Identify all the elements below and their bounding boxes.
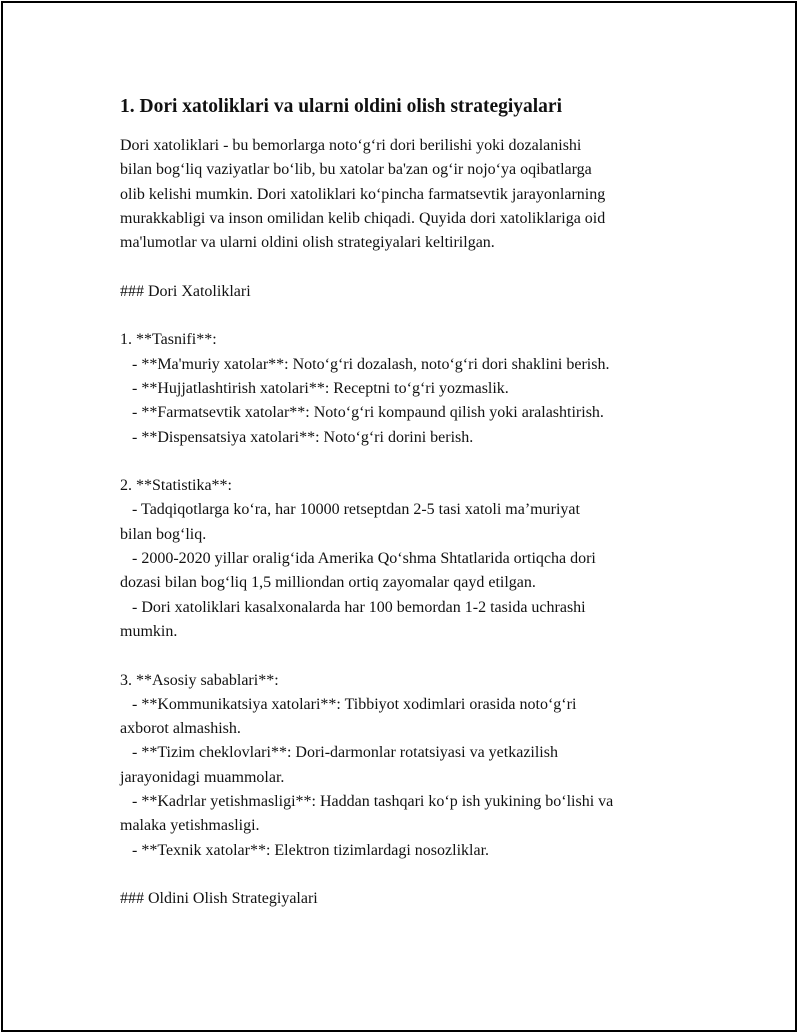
document-line: 1. **Tasnifi**: [120,331,217,349]
document-line: axborot almashish. [120,720,241,738]
document-line: mumkin. [120,622,178,640]
document-line: murakkabligi va inson omilidan kelib chiqadi. Quyida dori xatoliklariga oid [120,209,606,227]
document-line [120,450,720,474]
document-line: ### Dori Xatoliklari [120,282,251,300]
document-line: - Dori xatoliklari kasalxonalarda har 100 bemordan 1-2 tasida uchrashi [120,598,586,616]
document-line: jarayonidagi muammolar. [120,768,285,786]
document-line [120,304,720,328]
document-line [120,644,720,668]
document-title: 1. Dori xatoliklari va ularni oldini olish strategiyalari [120,96,563,117]
document-body [120,134,720,912]
document-line: - **Kommunikatsiya xatolari**: Tibbiyot xodimlari orasida noto‘g‘ri [120,695,577,713]
document-line: - **Kadrlar yetishmasligi**: Haddan tashqari ko‘p ish yukining bo‘lishi va [120,793,614,811]
page-content [120,94,720,912]
document-line: ### Oldini Olish Strategiyalari [120,890,318,908]
document-line: bilan bog‘liq vaziyatlar bo‘lib, bu xatolar ba'zan og‘ir nojo‘ya oqibatlarga [120,161,592,179]
document-line: - **Dispensatsiya xatolari**: Noto‘g‘ri dorini berish. [120,428,474,446]
document-line: - **Tizim cheklovlari**: Dori-darmonlar rotatsiyasi va yetkazilish [120,744,558,762]
document-line: - Tadqiqotlarga ko‘ra, har 10000 retseptdan 2-5 tasi xatoli ma’muriyat [120,501,580,519]
document-line: 2. **Statistika**: [120,477,232,495]
document-line: - **Texnik xatolar**: Elektron tizimlardagi nosozliklar. [120,841,490,859]
document-line [120,863,720,887]
document-line: bilan bog‘liq. [120,525,207,543]
document-line: dozasi bilan bog‘liq 1,5 milliondan ortiq zayomalar qayd etilgan. [120,574,536,592]
document-line: - **Ma'muriy xatolar**: Noto‘g‘ri dozalash, noto‘g‘ri dori shaklini berish. [120,355,610,373]
document-line: malaka yetishmasligi. [120,817,260,835]
document-line: Dori xatoliklari - bu bemorlarga noto‘g‘ri dori berilishi yoki dozalanishi [120,137,582,154]
document-line: ma'lumotlar va ularni oldini olish strategiyalari keltirilgan. [120,234,495,252]
document-line: - **Farmatsevtik xatolar**: Noto‘g‘ri kompaund qilish yoki aralashtirish. [120,404,604,422]
page-frame [1,1,797,1032]
document-line: - **Hujjatlashtirish xatolari**: Receptni to‘g‘ri yozmaslik. [120,379,509,397]
document-line [120,255,720,279]
document-line: olib kelishi mumkin. Dori xatoliklari ko‘pincha farmatsevtik jarayonlarning [120,185,606,203]
document-line: 3. **Asosiy sabablari**: [120,671,279,689]
document-line: - 2000-2020 yillar oralig‘ida Amerika Qo‘shma Shtatlarida ortiqcha dori [120,550,596,568]
